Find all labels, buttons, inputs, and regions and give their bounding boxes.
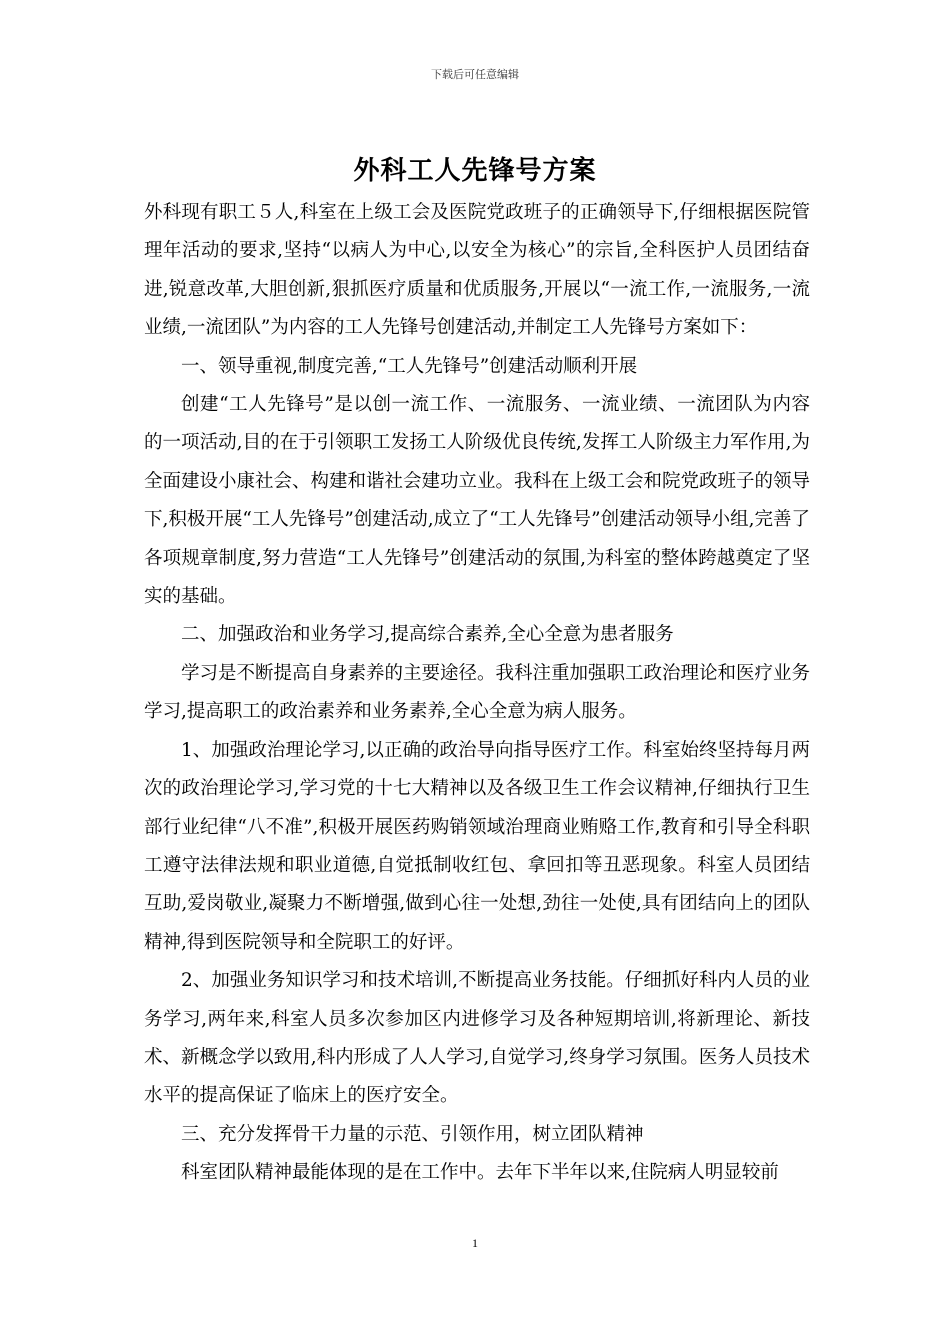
paragraph-section-1: 创建“工人先锋号”是以创一流工作、一流服务、一流业绩、一流团队为内容的一项活动,目的在于引领职工发扬工人阶级优良传统,发挥工人阶级主力军作用,为全面建设小康社会、构建和谐社会建功立业。我科在上级工会和院党政班子的领导下,积极开展“工人先锋号”创建活动,成立了“工人先锋号”创建活动领导小组,完善了各项规章制度,努力营造“工人先锋号”创建活动的氛围,为科室的整体跨越奠定了坚实的基础。	[144, 394, 811, 608]
paragraph-section-2: 学习是不断提高自身素养的主要途径。我科注重加强职工政治理论和医疗业务学习,提高职工的政治素养和业务素养,全心全意为病人服务。	[144, 662, 811, 723]
paragraph-intro: 外科现有职工５人,科室在上级工会及医院党政班子的正确领导下,仔细根据医院管理年活动的要求,坚持“以病人为中心,以安全为核心”的宗旨,全科医护人员团结奋进,锐意改革,大胆创新,狠抓医疗质量和优质服务,开展以“一流工作,一流服务,一流业绩,一流团队”为内容的工人先锋号创建活动,并制定工人先锋号方案如下：	[144, 202, 810, 339]
paragraph-item-2: 2、加强业务知识学习和技术培训,不断提高业务技能。仔细抓好科内人员的业务学习,两年来,科室人员多次参加区内进修学习及各种短期培训,将新理论、新技术、新概念学以致用,科内形成了人人学习,自觉学习,终身学习氛围。医务人员技术水平的提高保证了临床上的医疗安全。	[144, 970, 810, 1107]
page-number: 1	[472, 1236, 478, 1250]
paragraph-section-3: 科室团队精神最能体现的是在工作中。去年下半年以来,住院病人明显较前	[181, 1162, 779, 1184]
document-body	[144, 194, 810, 1193]
section-heading-1: 一、领导重视,制度完善,“工人先锋号”创建活动顺利开展	[181, 355, 638, 377]
section-heading-2: 二、加强政治和业务学习,提高综合素养,全心全意为患者服务	[181, 624, 674, 646]
paragraph-item-1: 1、加强政治理论学习,以正确的政治导向指导医疗工作。科室始终坚持每月两次的政治理论学习,学习党的十七大精神以及各级卫生工作会议精神,仔细执行卫生部行业纪律“八不准”,积极开展医药购销领域治理商业贿赂工作,教育和引导全科职工遵守法律法规和职业道德,自觉抵制收红包、拿回扣等丑恶现象。科室人员团结互助,爱岗敬业,凝聚力不断增强,做到心往一处想,劲往一处使,具有团结向上的团队精神,得到医院领导和全院职工的好评。	[144, 739, 810, 953]
document-title: 外科工人先锋号方案	[353, 156, 597, 186]
page-header-note: 下载后可任意编辑	[431, 68, 519, 81]
section-heading-3: 三、充分发挥骨干力量的示范、引领作用，树立团队精神	[181, 1123, 644, 1145]
